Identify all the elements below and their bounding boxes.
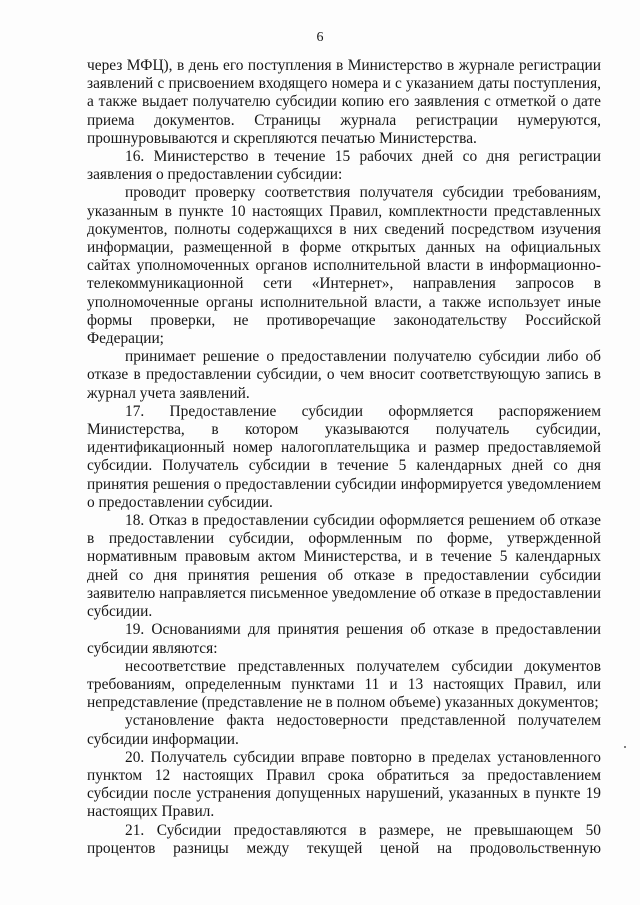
paragraph-16: 16. Министерство в течение 15 рабочих дней со дня регистрации заявления о предоставлении субсидии:	[87, 148, 601, 184]
document-body	[87, 57, 601, 858]
paragraph-19-noncompliance: несоответствие представленных получателем субсидии документов требованиям, определенным пунктами 11 и 13 настоящих Правил, или непредставление (представление не в полном объеме) указанных документов;	[87, 657, 601, 712]
paragraph-20: 20. Получатель субсидии вправе повторно в пределах установленного пунктом 12 настоящих Правил срока обратиться за предоставлением субсидии после устранения допущенных нарушений, указанных в пункте 19 настоящих Правил.	[87, 748, 601, 821]
paragraph-19: 19. Основаниями для принятия решения об отказе в предоставлении субсидии являются:	[87, 621, 601, 657]
paragraph-19-false-info: установление факта недостоверности представленной получателем субсидии информации.	[87, 712, 601, 748]
paragraph-18: 18. Отказ в предоставлении субсидии оформляется решением об отказе в предоставлении субсидии, оформленным по форме, утвержденной нормативным правовым актом Министерства, и в течение 5 календарных дней со дня принятия решения об отказе в предоставлении субсидии заявителю направляется письменное уведомление об отказе в предоставлении субсидии.	[87, 512, 601, 621]
paragraph-mfc-registration: через МФЦ), в день его поступления в Министерство в журнале регистрации заявлений с присвоением входящего номера и с указанием даты поступления, а также выдает получателю субсидии копию его заявления с отметкой о дате приема документов. Страницы журнала регистрации нумеруются, прошнуровываются и скрепляются печатью Министерства.	[87, 57, 601, 147]
paragraph-21: 21. Субсидии предоставляются в размере, не превышающем 50 процентов разницы между текущей ценой на продовольственную	[87, 821, 601, 857]
scan-speck	[624, 746, 626, 748]
page-number: 6	[316, 30, 324, 45]
paragraph-16-verification: проводит проверку соответствия получателя субсидии требованиям, указанным в пункте 10 настоящих Правил, комплектности представленных документов, полноты содержащихся в них сведений посредством изучения информации, размещенной в форме открытых данных на официальных сайтах уполномоченных органов исполнительной власти в информационно-телекоммуникационной сети «Интернет», направления запросов в уполномоченные органы исполнительной власти, а также использует иные формы проверки, не противоречащие законодательству Российской Федерации;	[87, 184, 601, 348]
paragraph-17: 17. Предоставление субсидии оформляется распоряжением Министерства, в котором указываются получатель субсидии, идентификационный номер налогоплательщика и размер предоставляемой субсидии. Получатель субсидии в течение 5 календарных дней со дня принятия решения о предоставлении субсидии информируется уведомлением о предоставлении субсидии.	[87, 402, 601, 511]
paragraph-16-decision: принимает решение о предоставлении получателю субсидии либо об отказе в предоставлении субсидии, о чем вносит соответствующую запись в журнал учета заявлений.	[87, 348, 601, 402]
